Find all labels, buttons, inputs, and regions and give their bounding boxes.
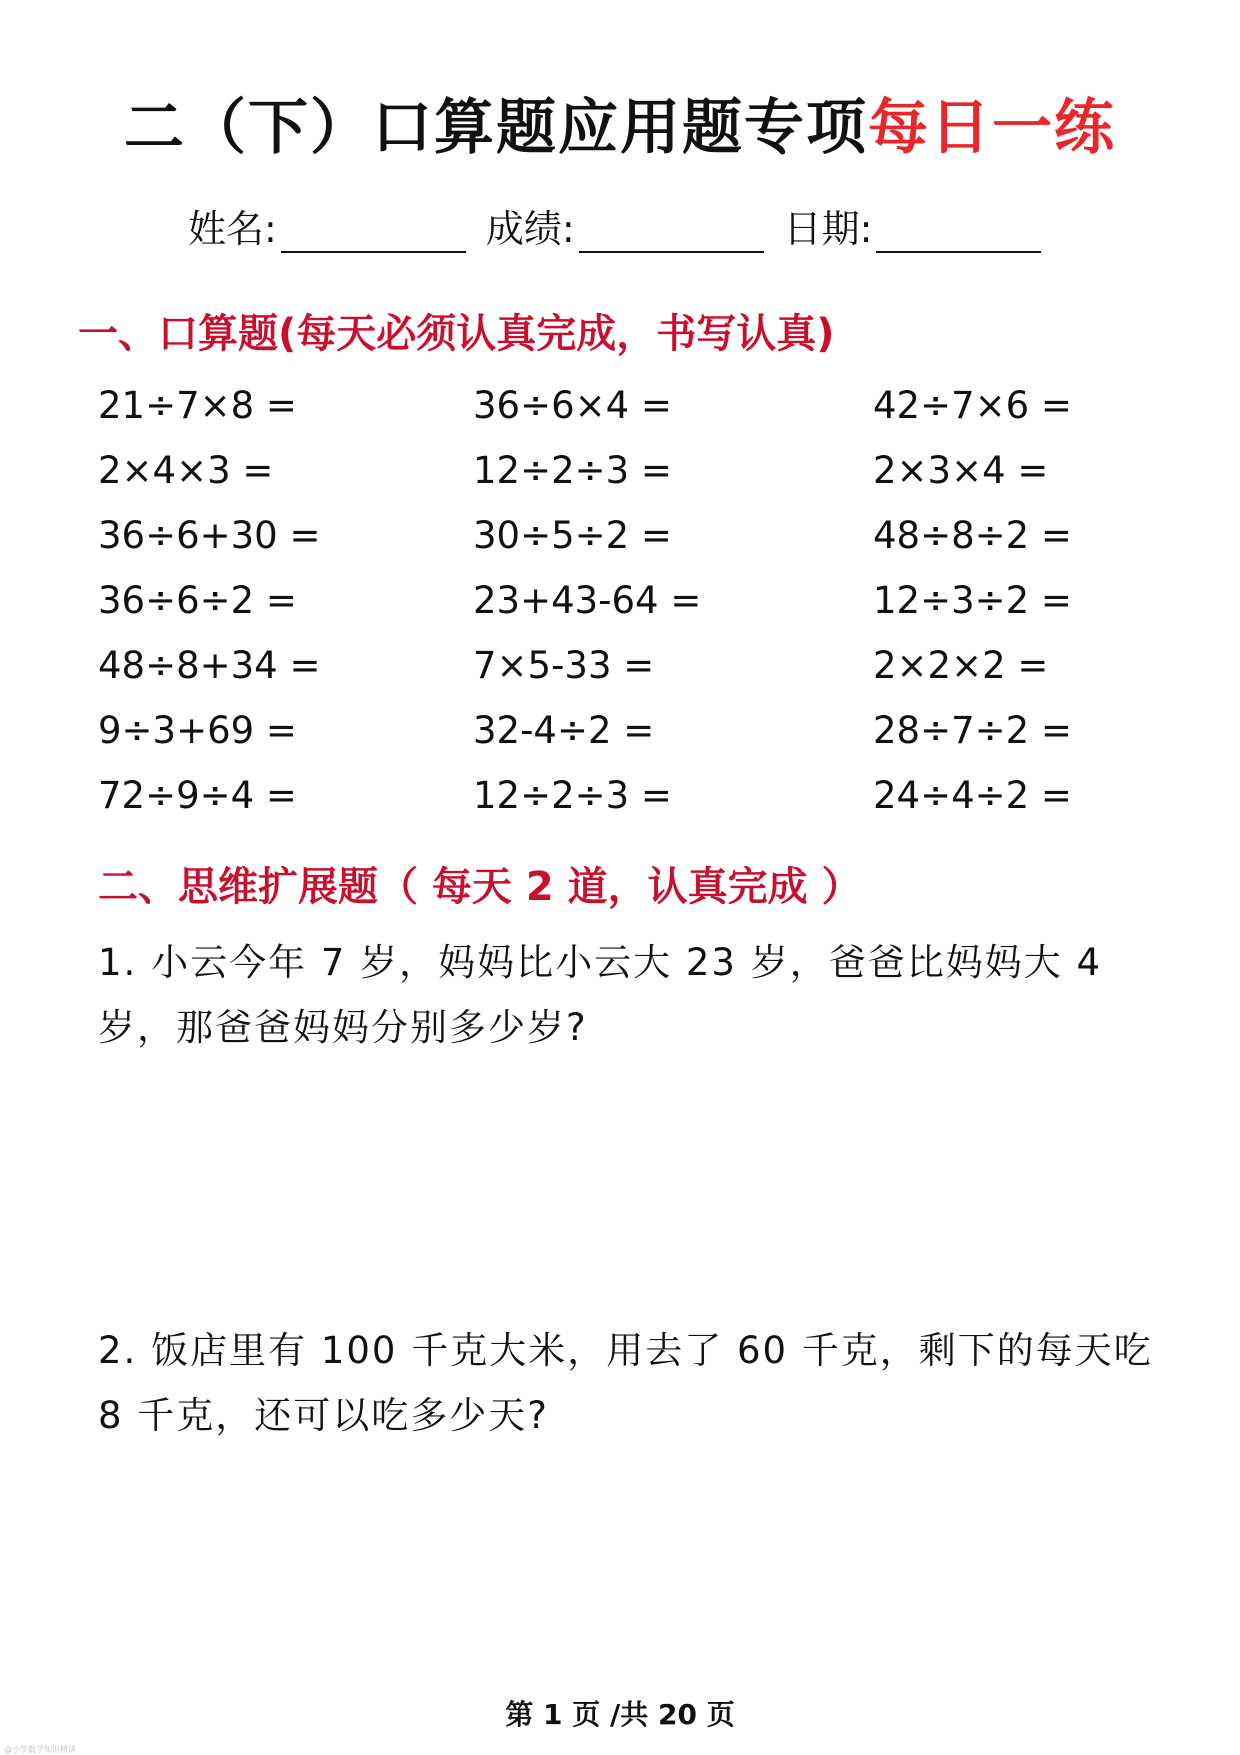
calc-problem: 2×3×4 = — [873, 449, 1049, 492]
calc-problem: 72÷9÷4 = — [98, 774, 297, 817]
title-highlight: 每日一练 — [868, 93, 1116, 163]
calc-problem: 30÷5÷2 = — [473, 514, 672, 557]
name-label: 姓名: — [188, 207, 277, 251]
calc-problem: 2×4×3 = — [98, 449, 274, 492]
date-blank[interactable] — [876, 215, 1041, 253]
calc-problem: 2×2×2 = — [873, 644, 1049, 687]
calc-problem: 9÷3+69 = — [98, 709, 297, 752]
calc-problem: 28÷7÷2 = — [873, 709, 1072, 752]
section-thinking-heading: 二、思维扩展题（ 每天 2 道，认真完成 ） — [98, 864, 862, 910]
calc-problem: 48÷8+34 = — [98, 644, 321, 687]
calc-problem: 36÷6÷2 = — [98, 579, 297, 622]
word-problem-2: 2. 饭店里有 100 千克大米，用去了 60 千克，剩下的每天吃 8 千克，还可以吃多少天? — [98, 1329, 1153, 1437]
watermark: @小学数学知识精讲 — [4, 1745, 76, 1754]
word-problem-1: 1. 小云今年 7 岁，妈妈比小云大 23 岁，爸爸比妈妈大 4 岁，那爸爸妈妈分别多少岁? — [98, 941, 1103, 1049]
calc-problem: 36÷6×4 = — [473, 384, 672, 427]
calc-problem: 48÷8÷2 = — [873, 514, 1072, 557]
name-blank[interactable] — [281, 215, 466, 253]
student-info-row — [188, 198, 1041, 253]
calc-problem: 42÷7×6 = — [873, 384, 1072, 427]
calc-problem: 24÷4÷2 = — [873, 774, 1072, 817]
calc-problem: 12÷2÷3 = — [473, 774, 672, 817]
page-number: 第 1 页 /共 20 页 — [505, 1698, 735, 1731]
date-label: 日期: — [783, 207, 873, 251]
score-blank[interactable] — [579, 215, 764, 253]
calc-problem: 32-4÷2 = — [473, 709, 655, 752]
calc-problem: 21÷7×8 = — [98, 384, 297, 427]
calc-problem: 12÷3÷2 = — [873, 579, 1072, 622]
page-title — [0, 80, 1240, 166]
score-label: 成绩: — [485, 207, 575, 251]
title-main: 二（下）口算题应用题专项 — [124, 93, 868, 163]
calc-problem: 7×5-33 = — [473, 644, 655, 687]
calc-problem: 36÷6+30 = — [98, 514, 321, 557]
calc-problem: 12÷2÷3 = — [473, 449, 672, 492]
section-mental-math-heading: 一、口算题(每天必须认真完成，书写认真) — [78, 311, 835, 357]
calc-problem: 23+43-64 = — [473, 579, 702, 622]
